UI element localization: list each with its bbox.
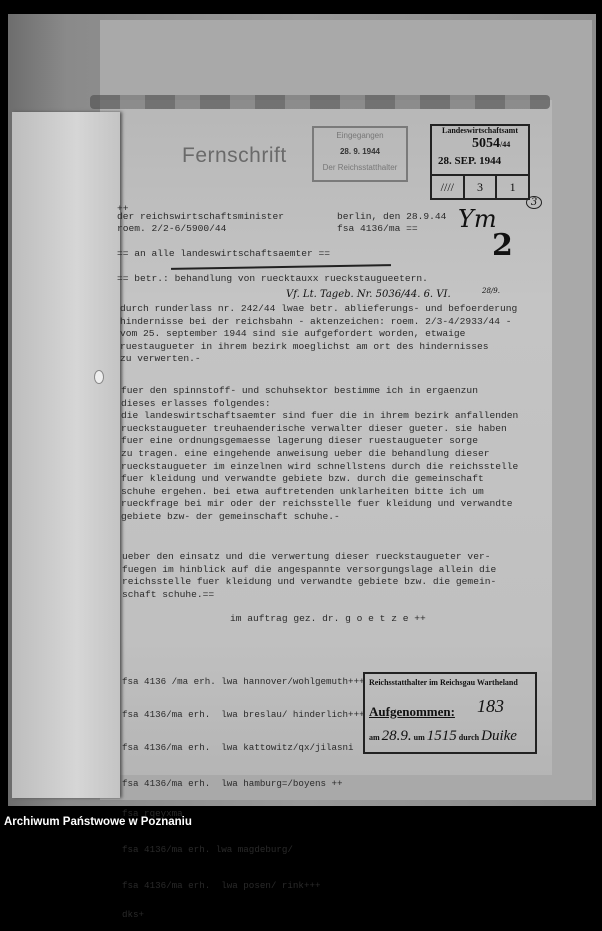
sender: der reichswirtschaftsminister [117,211,284,222]
stamp-number [472,136,510,152]
stamp-receipt-line: am 28.9. um 1515 durch Duike [369,728,517,744]
torn-edge [90,95,550,109]
subject: == betr.: behandlung von ruecktauxx rueckstaugueetern. [117,273,428,284]
receipt-line: fsa 4136/ma erh. lwa kattowitz/qx/jilasni [122,742,354,753]
fernschrift-stamp: Fernschrift [182,144,287,167]
receipts-list [122,654,365,931]
receipt-line: fsa rqeyxma [122,808,183,819]
suffix: /44 [500,140,511,149]
stamp-title: Reichsstatthalter im Reichsgau Wartheland [369,678,518,687]
signature: im auftrag gez. dr. g o e t z e ++ [230,613,426,624]
stamp-office: Der Reichsstatthalter [322,163,398,172]
header-plus: ++ [117,203,129,214]
handwritten-note: Vf. Lt. Tageb. Nr. 5036/44. 6. VI. [286,289,451,300]
number: 5054 [472,136,500,151]
paragraph-1: durch runderlass nr. 242/44 lwae betr. ablieferungs- und befoerderung hindernisse bei der reichsbahn - aktenzeichen: roem. 2/3-4/2933/44 - vom 25. september 1944 sind sie aufgefordert worden, etwaige ruestaugueter in ihrem bezirk moeglichst am ort des hindernisses zu verwerten.- [120,303,518,365]
folder-strip [12,112,120,798]
fsa-number: fsa 4136/ma == [337,223,418,234]
wirtschaftsamt-stamp [430,124,530,200]
paragraph-2: fuer den spinnstoff- und schuhsektor bestimme ich in ergaenzun dieses erlasses folgendes: die landeswirtschaftsaemter sind fuer die in ihrem bezirk anfallenden rueckstaugueter treuhaenderische verwalter dieser gueter. sie haben fuer eine ordnungsgemaesse lagerung dieser ruestaugueter sorge zu tragen. eine eingehende anweisung ueber die behandlung dieser rueckstaugueter im einzelnen wird schnellstens durch die reichsstelle fuer kleidung und verwandte gebiete bzw. durch die gemeinschaft schuhe ergehen. bei etwa auftretenden unklarheiten bitte ich um rueckfrage bei mir oder der reichsstelle fuer kleidung und verwandte gebiete bzw- der gemeinschaft schuhe.- [121,385,519,522]
place-date: berlin, den 28.9.44 [337,211,447,222]
receipt-line: fsa 4136/ma erh. lwa hamburg=/boyens ++ [122,778,343,789]
handwritten-note-date: 28/9. [482,287,500,295]
stamp-cells [432,174,528,198]
aufgenommen-label: Aufgenommen: [369,704,455,719]
reichsstatthalter-stamp [363,672,537,754]
stamp-date: 28. 9. 1944 [339,147,381,156]
receipt-line: dks+ [122,909,145,920]
reference: roem. 2/2-6/5900/44 [117,223,227,234]
eingegangen-stamp [312,126,408,182]
stamp-cell: //// [432,176,465,198]
handwritten-initials: Ym [458,205,497,233]
receipt-line: fsa 4136/ma erh. lwa breslau/ hinderlich+++ [122,709,365,720]
paragraph-3: ueber den einsatz und die verwertung dieser rueckstaugueter ver- fuegen im hinblick auf die angespannte versorgungslage allein die reichsstelle fuer kleidung und verwandte gebiete bzw. die gemein- schaft schuhe.== [122,551,497,600]
receipt-line: fsa 4136/ma erh. lwa posen/ rink+++ [122,880,321,891]
stamp-date: 28. SEP. 1944 [438,155,502,167]
aufgenommen-count: 183 [477,696,504,716]
receipt-line: fsa 4136 /ma erh. lwa hannover/wohlgemuth+++ [122,676,365,687]
archive-caption: Archiwum Państwowe w Poznaniu [4,816,192,828]
stamp-cell: 1 [509,180,516,194]
binder-ring [94,370,104,384]
addressee: == an alle landeswirtschaftsaemter == [117,248,331,259]
circled-number: 3 [526,196,542,209]
stamp-title: Landeswirtschaftsamt [442,126,518,135]
receipt-line: fsa 4136/ma erh. lwa magdeburg/ [122,844,293,855]
stamp-title: Eingegangen [336,131,384,140]
handwritten-number: 2 [492,228,513,263]
stamp-cell: 3 [465,176,498,198]
